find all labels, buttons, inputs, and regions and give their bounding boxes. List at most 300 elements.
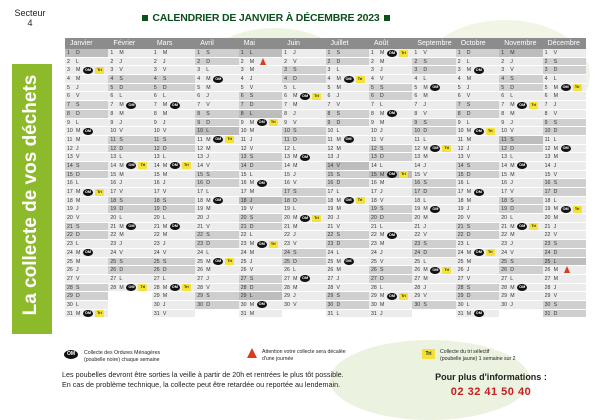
day-cell	[108, 84, 151, 93]
day-number: 27	[110, 275, 117, 282]
om-collection-icon: OM	[215, 259, 222, 263]
om-collection-icon: OM	[84, 67, 92, 72]
day-number: 25	[501, 258, 507, 265]
day-cell	[326, 101, 369, 110]
day-number: 22	[501, 232, 507, 239]
om-collection-icon: OM	[475, 67, 482, 72]
day-number: 25	[327, 258, 334, 265]
day-letter: S	[510, 76, 514, 83]
day-number: 17	[414, 189, 421, 195]
day-letter: S	[162, 136, 167, 143]
day-number: 20	[67, 215, 73, 222]
day-cell	[65, 153, 108, 162]
day-number: 15	[110, 171, 117, 178]
day-number: 1	[370, 50, 374, 56]
day-letter: D	[293, 197, 297, 204]
day-number: 14	[501, 162, 507, 169]
month-column	[108, 49, 151, 318]
month-header: Juin	[282, 38, 325, 49]
day-letter: S	[249, 154, 254, 161]
day-letter: S	[510, 197, 514, 204]
day-letter: S	[379, 145, 384, 152]
day-letter: D	[336, 241, 341, 248]
legend-attention-text: Attention votre collecte sera décalée d'une journée	[262, 349, 346, 362]
day-letter: V	[162, 128, 167, 135]
day-number: 27	[153, 275, 160, 282]
day-cell	[108, 231, 151, 240]
day-number: 16	[544, 180, 551, 187]
day-letter: M	[510, 110, 515, 117]
day-letter: D	[510, 206, 514, 213]
day-number: 7	[240, 102, 244, 109]
day-number: 5	[240, 84, 244, 91]
day-cell	[65, 110, 108, 119]
day-cell	[239, 197, 282, 206]
day-letter: J	[336, 215, 340, 222]
day-letter: S	[76, 223, 80, 230]
day-cell	[65, 188, 108, 197]
day-letter: J	[423, 102, 426, 109]
day-number: 10	[327, 128, 334, 135]
day-number: 23	[501, 241, 507, 248]
day-cell	[456, 49, 499, 58]
day-number: 14	[197, 162, 204, 169]
day-letter: V	[423, 110, 427, 117]
day-cell	[369, 153, 412, 162]
day-number: 6	[284, 93, 287, 100]
day-cell	[499, 231, 542, 240]
day-letter: M	[553, 84, 558, 91]
month-header: Juillet	[326, 38, 369, 49]
day-number: 2	[284, 58, 287, 65]
day-letter: M	[293, 154, 298, 161]
day-letter: M	[162, 110, 168, 117]
day-number: 10	[284, 128, 290, 135]
day-cell	[499, 49, 542, 58]
day-number: 29	[457, 293, 464, 300]
day-number: 29	[153, 293, 160, 300]
day-letter: S	[162, 197, 167, 204]
day-letter: V	[76, 215, 80, 222]
day-number: 27	[414, 275, 421, 282]
day-number: 19	[457, 206, 464, 213]
om-collection-icon: OM	[388, 50, 396, 55]
day-cell	[499, 214, 542, 223]
day-cell	[456, 145, 499, 154]
day-letter: S	[76, 102, 80, 109]
day-letter: M	[379, 171, 385, 178]
day-cell	[108, 136, 151, 145]
day-letter: L	[423, 197, 427, 204]
day-letter: L	[249, 293, 253, 300]
day-letter: D	[293, 136, 297, 143]
day-number: 25	[544, 258, 551, 265]
phone-number[interactable]: 02 32 41 50 40	[450, 386, 532, 398]
day-cell	[456, 301, 499, 310]
day-number: 5	[67, 84, 70, 91]
day-cell	[239, 188, 282, 197]
day-letter: L	[379, 223, 383, 230]
day-cell	[152, 301, 195, 310]
day-number: 17	[240, 189, 247, 195]
day-number: 3	[197, 67, 201, 74]
day-letter: M	[119, 223, 124, 230]
day-letter: L	[423, 258, 427, 265]
day-letter: D	[379, 275, 384, 282]
day-number: 9	[457, 119, 461, 126]
day-cell	[412, 249, 455, 258]
day-letter: V	[379, 76, 384, 83]
day-cell	[152, 92, 195, 101]
day-number: 8	[327, 110, 331, 117]
day-cell	[65, 249, 108, 258]
day-letter: V	[510, 249, 514, 256]
day-letter: V	[423, 232, 427, 239]
day-cell	[65, 240, 108, 249]
tri-collection-icon: Tri	[95, 310, 104, 317]
day-letter: J	[379, 67, 383, 74]
day-cell	[195, 110, 238, 119]
day-number: 4	[240, 76, 244, 83]
day-number: 8	[501, 110, 505, 117]
day-number: 1	[240, 50, 244, 56]
day-cell	[543, 162, 586, 171]
day-cell	[326, 58, 369, 67]
day-cell	[456, 110, 499, 119]
tri-collection-icon: Tri	[486, 128, 495, 135]
day-letter: M	[553, 267, 558, 274]
day-letter: M	[249, 189, 255, 195]
day-letter: V	[510, 67, 514, 74]
day-number: 31	[153, 310, 160, 317]
om-collection-icon: OM	[128, 163, 135, 168]
day-cell	[326, 162, 369, 171]
day-number: 11	[284, 136, 290, 143]
day-cell	[108, 266, 151, 275]
day-cell	[499, 136, 542, 145]
day-letter: D	[553, 310, 558, 317]
day-letter: V	[76, 154, 80, 161]
legend-tri-text: Collecte du tri sélectif (poubelle jaune) 1 semaine sur 2	[440, 349, 516, 362]
om-collection-icon: OM	[128, 224, 135, 229]
day-letter: S	[553, 241, 558, 248]
day-cell	[369, 145, 412, 154]
day-letter: M	[553, 154, 558, 161]
om-collection-icon: OM	[475, 311, 482, 316]
day-cell	[152, 119, 195, 128]
day-number: 12	[240, 145, 247, 152]
day-letter: M	[423, 206, 428, 213]
empty-cell	[108, 301, 151, 310]
day-letter: M	[466, 136, 472, 143]
day-cell	[456, 92, 499, 101]
day-number: 2	[153, 58, 157, 65]
day-letter: L	[510, 275, 514, 282]
day-letter: J	[379, 310, 383, 317]
day-number: 26	[457, 267, 464, 274]
day-number: 12	[110, 145, 117, 152]
day-letter: J	[336, 93, 340, 100]
day-letter: L	[553, 197, 557, 204]
day-cell	[108, 127, 151, 136]
title-bullet-right	[384, 15, 390, 21]
contact-info	[416, 372, 566, 398]
day-letter: M	[510, 171, 515, 178]
day-number: 7	[414, 102, 418, 109]
day-number: 1	[544, 50, 548, 56]
day-letter: V	[379, 197, 384, 204]
day-cell	[326, 197, 369, 206]
day-cell	[543, 197, 586, 206]
day-letter: L	[293, 206, 296, 213]
day-cell	[282, 240, 325, 249]
day-number: 9	[544, 119, 548, 126]
day-cell	[195, 266, 238, 275]
day-number: 20	[370, 215, 377, 222]
day-letter: V	[76, 93, 80, 100]
day-cell	[543, 92, 586, 101]
day-number: 24	[414, 249, 421, 256]
day-letter: D	[249, 284, 254, 291]
day-number: 19	[67, 206, 73, 213]
day-letter: J	[423, 162, 426, 169]
day-cell	[65, 101, 108, 110]
day-number: 20	[327, 215, 334, 222]
day-cell	[543, 84, 586, 93]
day-letter: V	[206, 162, 210, 169]
day-number: 2	[414, 58, 418, 65]
day-number: 9	[110, 119, 114, 126]
day-number: 11	[110, 136, 116, 143]
day-number: 30	[197, 301, 204, 308]
day-number: 27	[370, 275, 377, 282]
day-number: 9	[197, 119, 201, 126]
day-letter: V	[510, 128, 514, 135]
day-cell	[282, 66, 325, 75]
day-number: 13	[414, 154, 421, 161]
info-label: Pour plus d'informations :	[435, 372, 547, 382]
day-cell	[239, 162, 282, 171]
day-cell	[326, 258, 369, 267]
day-cell	[152, 171, 195, 180]
day-number: 19	[153, 206, 160, 213]
om-collection-icon: OM	[258, 120, 265, 124]
day-number: 9	[414, 119, 418, 126]
day-cell	[543, 231, 586, 240]
day-number: 30	[501, 301, 507, 308]
day-number: 27	[284, 275, 290, 282]
day-letter: V	[162, 67, 167, 74]
om-collection-icon: OM	[215, 76, 222, 81]
day-cell	[65, 266, 108, 275]
day-cell	[65, 284, 108, 293]
day-cell	[456, 171, 499, 180]
day-cell	[326, 214, 369, 223]
day-letter: M	[293, 102, 298, 109]
day-letter: S	[553, 301, 558, 308]
day-letter: L	[510, 215, 514, 222]
day-cell	[543, 49, 586, 58]
day-cell	[195, 240, 238, 249]
day-number: 4	[457, 76, 461, 83]
day-letter: J	[206, 215, 209, 222]
day-letter: J	[379, 249, 383, 256]
day-letter: S	[379, 206, 384, 213]
day-letter: V	[553, 232, 558, 239]
day-cell	[282, 249, 325, 258]
tri-collection-icon: Tri	[182, 284, 191, 291]
day-letter: M	[336, 76, 341, 83]
day-letter: V	[206, 284, 210, 291]
day-number: 8	[544, 110, 548, 117]
day-cell	[152, 240, 195, 249]
day-cell	[108, 75, 151, 84]
day-cell	[65, 171, 108, 180]
day-letter: S	[206, 171, 210, 178]
calendar-grid	[65, 38, 586, 318]
day-number: 26	[414, 267, 421, 274]
day-number: 11	[327, 136, 333, 143]
day-number: 1	[457, 50, 461, 56]
day-cell	[326, 292, 369, 301]
day-number: 11	[153, 136, 160, 143]
day-cell	[195, 136, 238, 145]
day-number: 19	[544, 206, 551, 213]
day-cell	[108, 49, 151, 58]
day-number: 15	[197, 171, 204, 178]
day-letter: L	[336, 249, 340, 256]
day-number: 8	[153, 110, 157, 117]
day-number: 21	[327, 223, 334, 230]
day-number: 15	[544, 171, 551, 178]
day-number: 20	[414, 215, 421, 222]
day-cell	[108, 145, 151, 154]
day-number: 4	[153, 76, 157, 83]
tri-collection-icon: Tri	[312, 215, 321, 222]
day-cell	[195, 284, 238, 293]
day-number: 7	[153, 102, 157, 109]
day-cell	[499, 145, 542, 154]
day-letter: S	[423, 301, 427, 308]
day-number: 28	[414, 284, 421, 291]
day-cell	[65, 310, 108, 319]
day-letter: M	[379, 110, 385, 117]
day-cell	[456, 66, 499, 75]
tri-collection-icon: Tri	[356, 197, 365, 204]
day-letter: D	[336, 180, 341, 187]
day-cell	[282, 145, 325, 154]
day-cell	[239, 284, 282, 293]
day-letter: V	[510, 189, 514, 195]
day-number: 19	[240, 206, 247, 213]
day-number: 9	[284, 119, 287, 126]
day-letter: L	[293, 267, 296, 274]
om-collection-icon: OM	[258, 302, 265, 307]
day-letter: M	[466, 76, 472, 83]
day-number: 14	[67, 162, 73, 169]
day-cell	[152, 205, 195, 214]
day-cell	[65, 223, 108, 232]
day-letter: V	[293, 119, 297, 126]
day-cell	[412, 275, 455, 284]
day-letter: V	[293, 241, 297, 248]
day-cell	[195, 101, 238, 110]
day-letter: V	[119, 249, 123, 256]
day-letter: J	[119, 241, 123, 248]
day-cell	[152, 292, 195, 301]
day-letter: V	[249, 145, 254, 152]
day-letter: J	[293, 171, 296, 178]
day-number: 6	[501, 93, 505, 100]
day-number: 20	[197, 215, 204, 222]
day-letter: M	[379, 180, 385, 187]
day-number: 23	[284, 241, 290, 248]
day-number: 18	[327, 197, 334, 204]
day-cell	[239, 66, 282, 75]
day-cell	[369, 136, 412, 145]
day-letter: S	[379, 267, 384, 274]
day-cell	[195, 223, 238, 232]
day-cell	[412, 223, 455, 232]
day-letter: S	[119, 258, 123, 265]
day-cell	[108, 249, 151, 258]
day-number: 8	[240, 110, 244, 117]
day-letter: D	[206, 180, 211, 187]
day-number: 19	[327, 206, 334, 213]
day-number: 9	[240, 119, 244, 126]
day-cell	[412, 136, 455, 145]
om-collection-icon: OM	[388, 293, 396, 298]
day-cell	[239, 171, 282, 180]
day-letter: V	[249, 267, 254, 274]
day-number: 22	[284, 232, 290, 239]
day-letter: M	[510, 293, 515, 300]
day-cell	[152, 101, 195, 110]
day-cell	[65, 66, 108, 75]
day-number: 2	[240, 58, 244, 65]
day-cell	[369, 84, 412, 93]
day-letter: L	[76, 301, 79, 308]
day-letter: J	[206, 93, 209, 100]
day-number: 28	[284, 284, 290, 291]
day-letter: M	[206, 206, 211, 213]
day-letter: D	[249, 102, 254, 109]
day-cell	[282, 292, 325, 301]
day-number: 11	[197, 136, 203, 143]
day-cell	[152, 162, 195, 171]
day-cell	[369, 258, 412, 267]
day-number: 25	[67, 258, 73, 265]
day-number: 5	[153, 84, 157, 91]
day-number: 10	[67, 128, 73, 135]
day-letter: M	[206, 76, 211, 83]
day-cell	[108, 110, 151, 119]
sector-number: 4	[27, 18, 33, 28]
day-number: 18	[153, 197, 160, 204]
day-letter: M	[553, 206, 558, 213]
day-number: 4	[67, 76, 70, 83]
day-number: 16	[240, 180, 247, 187]
day-letter: D	[206, 58, 211, 65]
day-cell	[239, 58, 282, 67]
day-number: 3	[240, 67, 244, 74]
day-cell	[239, 101, 282, 110]
day-number: 18	[67, 197, 73, 204]
day-number: 28	[110, 284, 117, 291]
day-number: 11	[414, 136, 420, 143]
day-cell	[543, 205, 586, 214]
day-letter: V	[336, 284, 340, 291]
